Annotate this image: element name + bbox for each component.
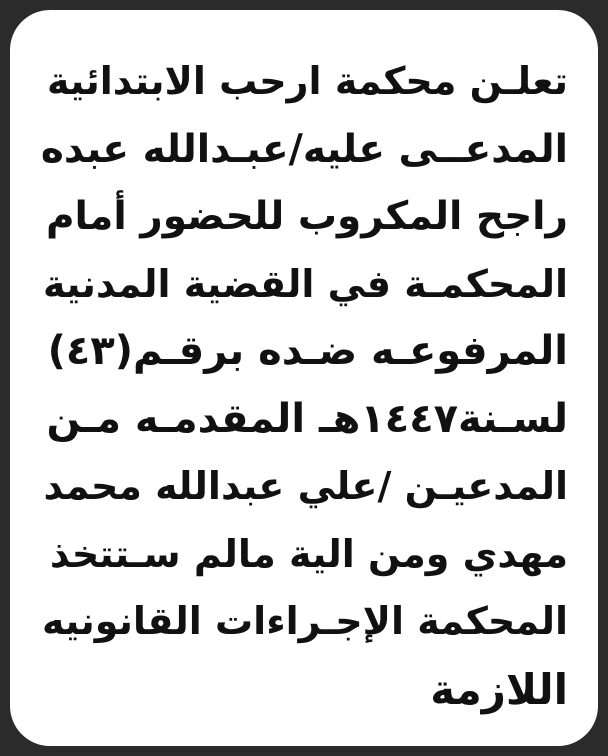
notice-line-5: المرفوعـه ضـده برقـم(٤٣) bbox=[47, 328, 568, 374]
notice-line-7: المدعيـن /علي عبدالله محمد bbox=[43, 464, 568, 508]
notice-card bbox=[10, 10, 598, 746]
notice-line-8: مهدي ومن الية مالم سـتتخذ bbox=[49, 531, 568, 576]
notice-line-2: المدعــى عليه/عبـدالله عبده bbox=[40, 126, 568, 172]
notice-line-10: اللازمة bbox=[430, 664, 568, 714]
notice-line-1: تعلـن محكمة ارحب الابتدائية bbox=[46, 59, 568, 103]
notice-line-9: المحكمة الإجـراءات القانونيه bbox=[41, 599, 568, 643]
notice-line-4: المحكمـة في القضية المدنية bbox=[43, 261, 568, 306]
notice-line-6: لسـنة١٤٤٧هـ المقدمـه مـن bbox=[46, 395, 568, 442]
notice-body bbox=[40, 48, 568, 723]
notice-line-3: راجح المكروب للحضور أمام bbox=[45, 194, 568, 239]
